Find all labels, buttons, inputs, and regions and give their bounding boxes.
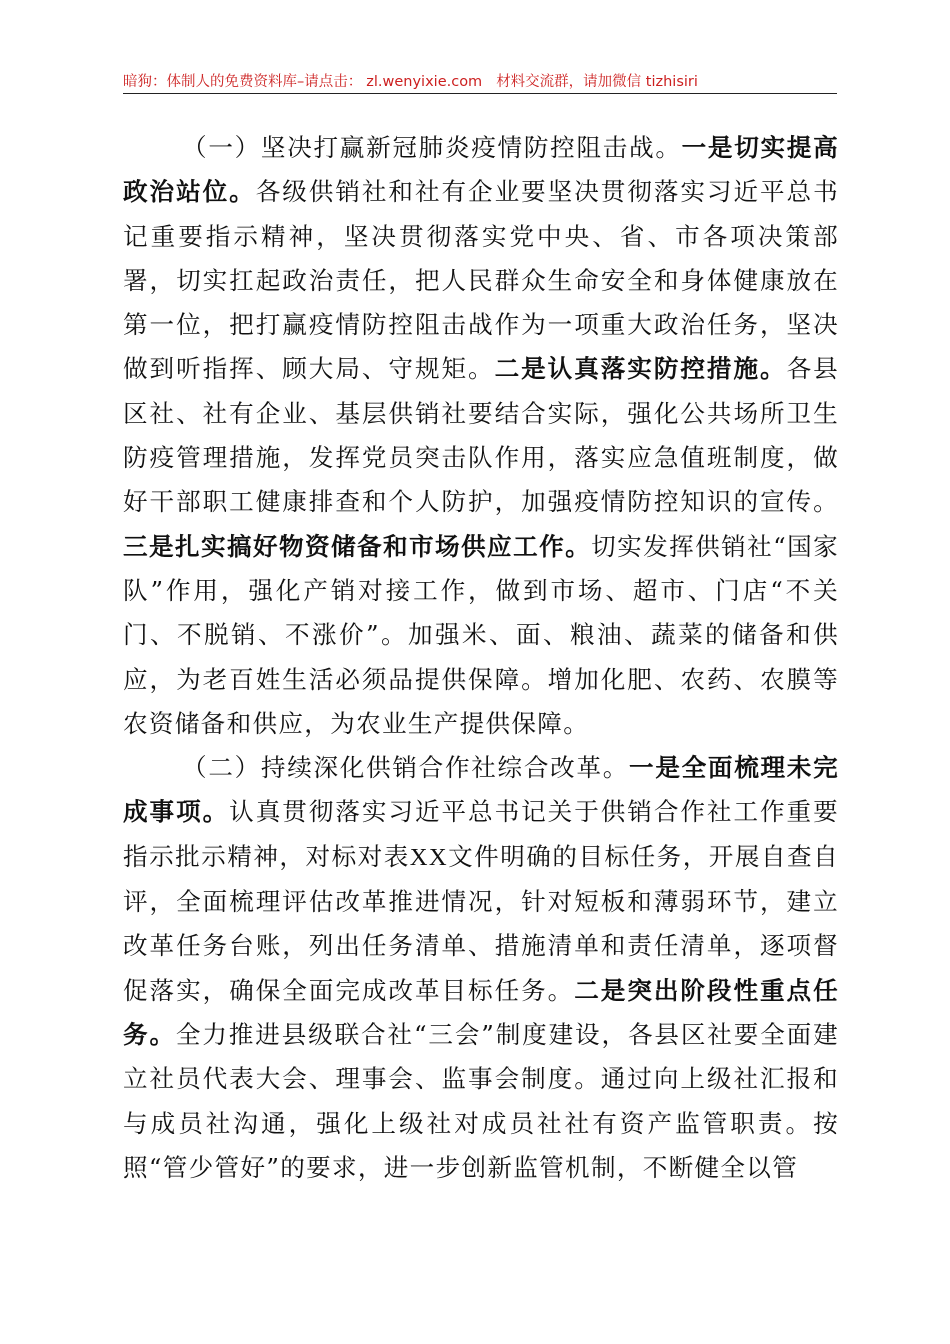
paragraph-2 <box>123 746 839 1190</box>
point-title: 三是扎实搞好物资储备和市场供应工作。 <box>123 531 592 561</box>
point-text: 文件明确的目标任务，开展自查自评，全面梳理评估改革推进情况，针对短板和薄弱环节，建立改革任务台账，列出任务清单、措施清单和责任清单，逐项督促落实，确保全面完成改革目标任务。 <box>123 841 839 1005</box>
header-prompt: –请点击： <box>297 74 363 90</box>
section-heading-1: （一）坚决打赢新冠肺炎疫情防控阻击战。 <box>182 133 682 162</box>
header-brand: 暗狗：体制人的免费资料库 <box>123 74 297 90</box>
page-header <box>123 70 838 94</box>
header-divider <box>123 93 837 94</box>
point-text: 全力推进县级联合社“三会”制度建设，各县区社要全面建立社员代表大会、理事会、监事会制度。通过向上级社汇报和与成员社沟通，强化上级社对成员社社有资产监管职责。按照“管少管好”的要求，进一步创新监管机制，不断健全以管 <box>123 1019 839 1182</box>
section-heading-2: （二）持续深化供销合作社综合改革。 <box>182 753 630 783</box>
header-site-link[interactable]: zl.wenyixie.com <box>366 74 483 90</box>
point-title: 二是认真落实防控措施。 <box>494 354 787 384</box>
paragraph-1 <box>123 126 839 746</box>
point-text-xx: XX <box>409 843 448 871</box>
document-body <box>123 126 839 1190</box>
point-text: 各级供销社和社有企业要坚决贯彻落实习近平总书记重要指示精神，坚决贯彻落实党中央、省、市各项决策部署，切实扛起政治责任，把人民群众生命安全和身体健康放在第一位，把打赢疫情防控阻击战作为一项重大政治任务，坚决做到听指挥、顾大局、守规矩。 <box>123 177 839 384</box>
header-contact: 材料交流群，请加微信 tizhisiri <box>496 74 698 90</box>
point-title: 一是切实提高政治站位。 <box>123 133 839 207</box>
point-text: 切实发挥供销社“国家队”作用，强化产销对接工作，做到市场、超市、门店“不关门、不脱销、不涨价”。加强米、面、粮油、蔬菜的储备和供应，为老百姓生活必须品提供保障。增加化肥、农药、农膜等农资储备和供应，为农业生产提供保障。 <box>123 531 839 738</box>
point-text: 认真贯彻落实习近平总书记关于供销合作社工作重要指示批示精神，对标对表 <box>123 797 839 871</box>
point-title: 一是全面梳理未完成事项。 <box>123 753 840 827</box>
point-text: 各县区社、社有企业、基层供销社要结合实际，强化公共场所卫生防疫管理措施，发挥党员突击队作用，落实应急值班制度，做好干部职工健康排查和个人防护，加强疫情防控知识的宣传。 <box>123 354 839 517</box>
point-title: 二是突出阶段性重点任务。 <box>123 975 839 1049</box>
